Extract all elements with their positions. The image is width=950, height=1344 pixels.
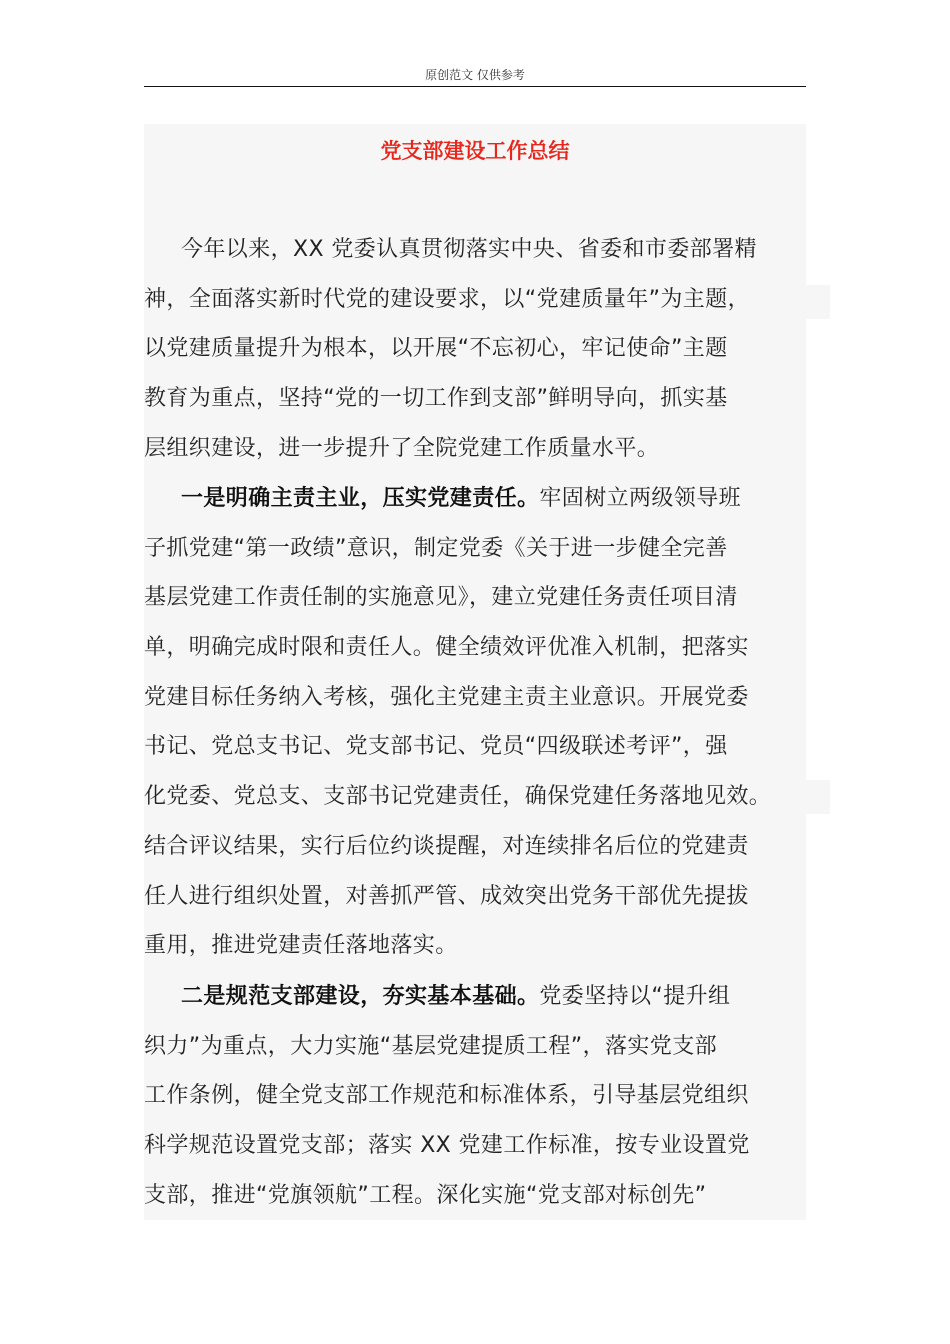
text-line — [144, 474, 834, 524]
text-line: 结合评议结果，实行后位约谈提醒，对连续排名后位的党建责 — [144, 833, 749, 859]
text-line: 书记、党总支书记、党支部书记、党员“四级联述考评”，强 — [144, 734, 728, 760]
text-line: 工作条例，健全党支部工作规范和标准体系，引导基层党组织 — [144, 1083, 749, 1109]
text-line: 基层党建工作责任制的实施意见》，建立党建任务责任项目清 — [144, 585, 738, 611]
page-header — [144, 64, 806, 87]
text-line: 科学规范设置党支部；落实 XX 党建工作标准，按专业设置党 — [144, 1133, 750, 1159]
text-line: 今年以来，XX 党委认真贯彻落实中央、省委和市委部署精 — [181, 237, 757, 262]
text-line: 党建目标任务纳入考核，强化主党建主责主业意识。开展党委 — [144, 684, 749, 710]
text-line: 单，明确完成时限和责任人。健全绩效评优准入机制，把落实 — [144, 635, 749, 661]
intro-paragraph — [144, 225, 834, 473]
text-line: 子抓党建“第一政绩”意识，制定党委《关于进一步健全完善 — [144, 535, 728, 561]
section-one-first-line: 牢固树立两级领导班 — [539, 486, 742, 511]
text-line: 织力”为重点，大力实施“基层党建提质工程”，落实党支部 — [144, 1033, 717, 1059]
text-line: 重用，推进党建责任落地落实。 — [144, 933, 458, 959]
section-two-heading: 二是规范支部建设，夯实基本基础。 — [181, 984, 540, 1009]
header-text: 原创范文 仅供参考 — [425, 68, 525, 82]
text-line — [144, 972, 834, 1022]
document-title: 党支部建设工作总结 — [380, 139, 570, 163]
text-line: 化党委、党总支、支部书记党建责任，确保党建任务落地见效。 — [144, 784, 772, 810]
document-body — [144, 124, 806, 1220]
text-line: 层组织建设，进一步提升了全院党建工作质量水平。 — [144, 435, 660, 461]
text-line: 以党建质量提升为根本，以开展“不忘初心，牢记使命”主题 — [144, 336, 728, 362]
section-one-heading: 一是明确主责主业，压实党建责任。 — [181, 486, 540, 511]
text-line: 任人进行组织处置，对善抓严管、成效突出党务干部优先提拔 — [144, 883, 749, 909]
section-two-first-line: 党委坚持以“提升组 — [539, 984, 731, 1009]
text-line: 神，全面落实新时代党的建设要求，以“党建质量年”为主题， — [144, 286, 750, 312]
section-one-paragraph — [144, 474, 834, 971]
section-two-paragraph — [144, 972, 834, 1220]
text-line: 教育为重点，坚持“党的一切工作到支部”鲜明导向，抓实基 — [144, 386, 728, 412]
text-line: 支部，推进“党旗领航”工程。深化实施“党支部对标创先” — [144, 1182, 707, 1208]
